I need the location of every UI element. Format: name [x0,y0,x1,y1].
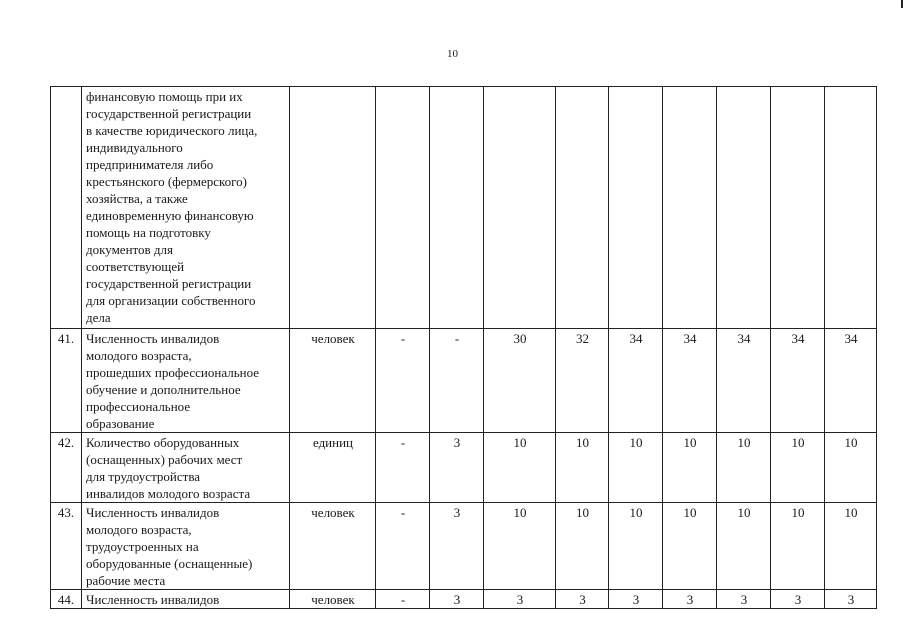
page-number: 10 [447,48,458,60]
value-cell: 10 [663,503,717,590]
value-cell: 3 [663,590,717,609]
value-cell: 10 [771,503,825,590]
value-cell: 10 [825,433,877,503]
value-cell: 3 [609,590,663,609]
value-cell: 10 [771,433,825,503]
edge-mark [901,0,903,8]
table-row [51,87,877,329]
value-cell [430,87,484,329]
indicator-description: Численность инвалидов [82,590,290,609]
value-cell: 3 [717,590,771,609]
row-number: 44. [51,590,82,609]
value-cell: 3 [430,590,484,609]
value-cell: 34 [825,329,877,433]
value-cell: 10 [825,503,877,590]
value-cell: 10 [609,503,663,590]
value-cell: 10 [556,433,609,503]
indicator-description: Количество оборудованных (оснащенных) рабочих мест для трудоустройства инвалидов молодого возраста [82,433,290,503]
table-row [51,503,877,590]
unit-cell: человек [290,503,376,590]
table-row [51,433,877,503]
value-cell: - [376,590,430,609]
unit-cell: человек [290,329,376,433]
indicator-description: финансовую помощь при их государственной регистрации в качестве юридического лица, индивидуального предпринимателя либо крестьянского (фермерского) хозяйства, а также единовременную финансовую помощь на подготовку документов для соответствующей государственной регистрации для организации собственного дела [82,87,290,329]
value-cell [771,87,825,329]
value-cell: - [376,503,430,590]
value-cell [825,87,877,329]
value-cell [609,87,663,329]
value-cell: 10 [484,433,556,503]
value-cell: 3 [430,433,484,503]
value-cell: 10 [609,433,663,503]
value-cell: - [430,329,484,433]
value-cell [556,87,609,329]
value-cell: 3 [771,590,825,609]
indicator-description: Численность инвалидов молодого возраста, трудоустроенных на оборудованные (оснащенные) рабочие места [82,503,290,590]
table-row [51,590,877,609]
value-cell: - [376,329,430,433]
value-cell: 34 [717,329,771,433]
row-number: 43. [51,503,82,590]
unit-cell [290,87,376,329]
indicator-table [50,86,877,609]
value-cell [717,87,771,329]
value-cell: 3 [430,503,484,590]
value-cell: 34 [663,329,717,433]
row-number: 41. [51,329,82,433]
value-cell [484,87,556,329]
row-number [51,87,82,329]
value-cell: 10 [556,503,609,590]
value-cell: 34 [609,329,663,433]
value-cell: 3 [825,590,877,609]
value-cell [663,87,717,329]
value-cell: 10 [484,503,556,590]
value-cell: 3 [556,590,609,609]
value-cell: 10 [717,503,771,590]
table-body [51,87,877,609]
unit-cell: единиц [290,433,376,503]
value-cell: 10 [663,433,717,503]
row-number: 42. [51,433,82,503]
value-cell: 3 [484,590,556,609]
value-cell: - [376,433,430,503]
unit-cell: человек [290,590,376,609]
value-cell: 32 [556,329,609,433]
value-cell: 34 [771,329,825,433]
indicator-description: Численность инвалидов молодого возраста, прошедших профессиональное обучение и дополнительное профессиональное образование [82,329,290,433]
value-cell [376,87,430,329]
value-cell: 30 [484,329,556,433]
table-row [51,329,877,433]
value-cell: 10 [717,433,771,503]
